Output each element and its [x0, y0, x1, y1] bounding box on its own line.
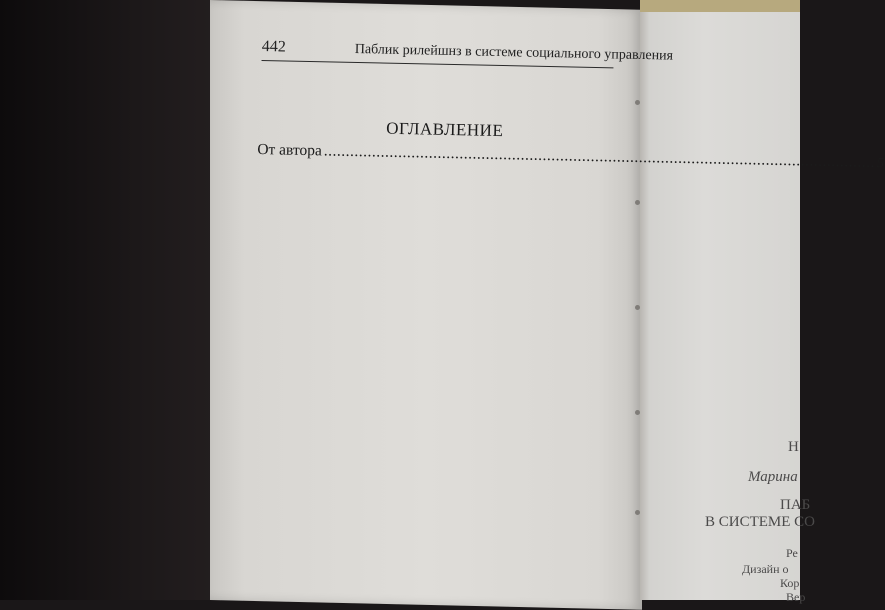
page-number: 442 [261, 38, 286, 56]
facing-page-fragment: В СИСТЕМЕ СО [705, 514, 816, 530]
facing-page-fragment: Дизайн о [742, 562, 789, 576]
facing-page-fragment: Н [788, 439, 799, 455]
facing-page [640, 0, 800, 600]
facing-page-fragment: ПАБ [780, 497, 811, 513]
facing-page-fragment: Кор [780, 576, 800, 590]
book-page [210, 0, 642, 610]
entry-page-number: 5 [876, 155, 885, 172]
toc-title: ОГЛАВЛЕНИЕ [385, 118, 504, 141]
dark-background [0, 0, 225, 600]
binding-holes [634, 40, 642, 580]
facing-page-fragment: Вер [786, 590, 806, 604]
running-title: Паблик рилейшнз в системе социального управления [354, 41, 674, 64]
table-of-contents [257, 116, 885, 172]
facing-page-fragment: Марина [748, 469, 798, 485]
facing-page-top-edge [640, 0, 800, 12]
entry-title-line: От автора [257, 140, 323, 160]
facing-page-fragment: Ре [786, 546, 798, 560]
